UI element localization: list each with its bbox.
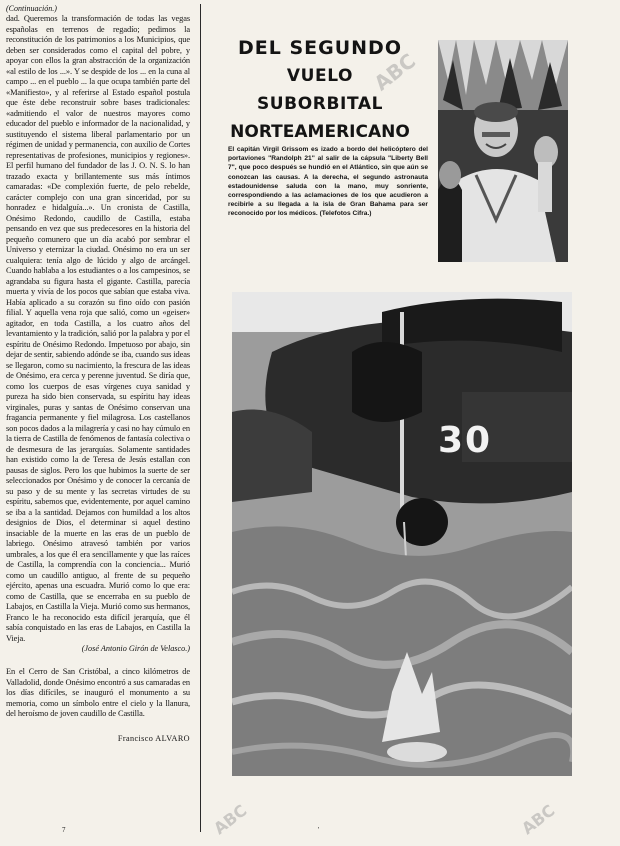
abc-watermark: ABC <box>518 800 559 839</box>
article-signature: (José Antonio Girón de Velasco.) <box>81 644 190 653</box>
author-byline: Francisco ALVARO <box>117 733 190 743</box>
astronaut-photo-image <box>438 40 568 262</box>
astronaut-photo <box>438 40 568 262</box>
article-body-closing: En el Cerro de San Cristóbal, a cinco kilómetros de Valladolid, donde Onésimo encontró a sus camaradas en los días difíciles, se inauguró el monumento a su memoria, como un símbolo entre el cielo y la llanura, del heroísmo de joven caudillo de Castilla. <box>6 667 190 718</box>
abc-watermark: ABC <box>210 800 251 839</box>
headline-line-3: NORTEAMERICANO <box>230 122 410 142</box>
helicopter-recovery-photo <box>232 292 572 776</box>
left-article-column <box>6 4 190 832</box>
headline-line-1: DEL SEGUNDO <box>238 37 402 59</box>
article-body: dad. Queremos la transformación de todas las vegas españolas en terrenos de regadío; pedimos la reconstitución de los patrimonios a los Municipios, que deben ser considerados como el capital del pobre, y apoyar con ellos la gran abstracción de la organización «al estilo de los ...». Y se despide de los ... en la cuna al campo ... en el pueblo ... la que ocupa también parte del «Manifiesto», y al referirse al Estado español postula que éste debe reconstruir sobre bases tradicionales: «admitiendo el valor de nuestros mayores como educador del pueblo e informador de la nacionalidad, y sustituyendo el sistema liberal parlamentario por un régimen de unidad y permanencia, con auxilio de Cortes representativas de profesiones, municipios y regiones». El perfil humano del fundador de las J. O. N. S. lo han trazado exacta y brillantemente sus más íntimos camaradas: «De complexión fuerte, de pelo rebelde, carácter complejo con una gran sinceridad, por su honradez e hidalguía...». Un cronista de Castilla, Onésimo Redondo, caudillo de Castilla, estaba pensando en vez que sus predecesores en la historia del pequeño comunero que un día acabó por sembrar el Universo y eternizar la ciudad. Onésimo no era un ser cualquiera: tenía algo de lúcido y algo de arcángel. Cuando hablaba a los estudiantes o a los campesinos, se agrandaba su figura hasta el gigante. Castilla, parecía muerta y vivía de los pocos que sabían que estaba viva. Había aplicado a su corazón su fino oído con pasión filial. Y aquella vena roja que salió, como un «geiser» agitador, en toda Castilla, a los cuatro años del levantamiento y la tradición, salió por la palabra y por el espíritu de Onésimo Redondo. Impetuoso por abajo, sin dejar de sentir, sabiendo adónde se iba, cuando sus ideas se llegaron, como su nacimiento, la frescura de las ideas de Onésimo, era cerca y perenne juventud. Se diría que, como los cuerpos de esas vírgenes cuya sanidad y pureza ha sido bien conservada, su espíritu hay ideas virginales, puras y santas de Onésimo conservan una fragancia permanente y fiel milagrosa. Los castellanos son pocos dados a la milagrería y casi no hay cúmulo en la tierra de Castilla de fenómenos de fantasía colectiva o de desmesura de las jerarquías. Solamente santidades han existido como la de Teresa de Jesús estallan con pausas de siglos. Pero los que hubimos la suerte de ser seleccionados por Onésimo y de conocer la cercanía de su paso y de su mente y las secretas virtudes de su espíritu, sabemos que, evidentemente, por aquel camino se iba a la santidad. Dejamos con humildad a los altos designios de Dios, el determinar si aquel destino insaciable de la muerte en las eras de un pueblo de labriego. Onésimo atravesó también por varios umbrales, a los que él era sencillamente y que las raíces de Castilla, la comprendía con la conciencia... Murió como un caudillo antiguo, al frente de su pequeño ejército, apenas una escuadra. Murió como lo que era: como de Castilla, que se encerraba en su pueblo de Labajos, en Castilla la Vieja. Murió como sus hermanos, Franco le ha reconocido esta difícil jerarquía, que él sabía conquistado en las eras de Labajos, en Castilla la Vieja. <box>6 14 190 643</box>
headline <box>222 34 418 146</box>
helicopter-recovery-image <box>232 292 572 776</box>
continuation-label: (Continuación.) <box>6 4 57 13</box>
helicopter-number: 30 <box>438 420 493 461</box>
abc-watermark: ABC <box>369 48 420 96</box>
page-footer-tick: ' <box>318 826 320 834</box>
headline-line-2: VUELO SUBORBITAL <box>256 66 384 114</box>
photo-caption: El capitán Virgil Grissom es izado a bordo del helicóptero del portaviones "Randolph 21" al salir de la cápsula "Liberty Bell 7", que poco después se hundió en el Atlántico, sin que aún se conozcan las causas. A la derecha, el segundo astronauta estadounidense saluda con la mano, muy sonriente, correspondiendo a las aclamaciones de los que acudieron a recibirle a su llegada a la isla de Gran Bahama para ser reconocido por los médicos. (Telefotos Cifra.) <box>228 146 428 218</box>
page-footer-mark: 7 <box>62 826 66 834</box>
column-divider <box>200 4 201 832</box>
